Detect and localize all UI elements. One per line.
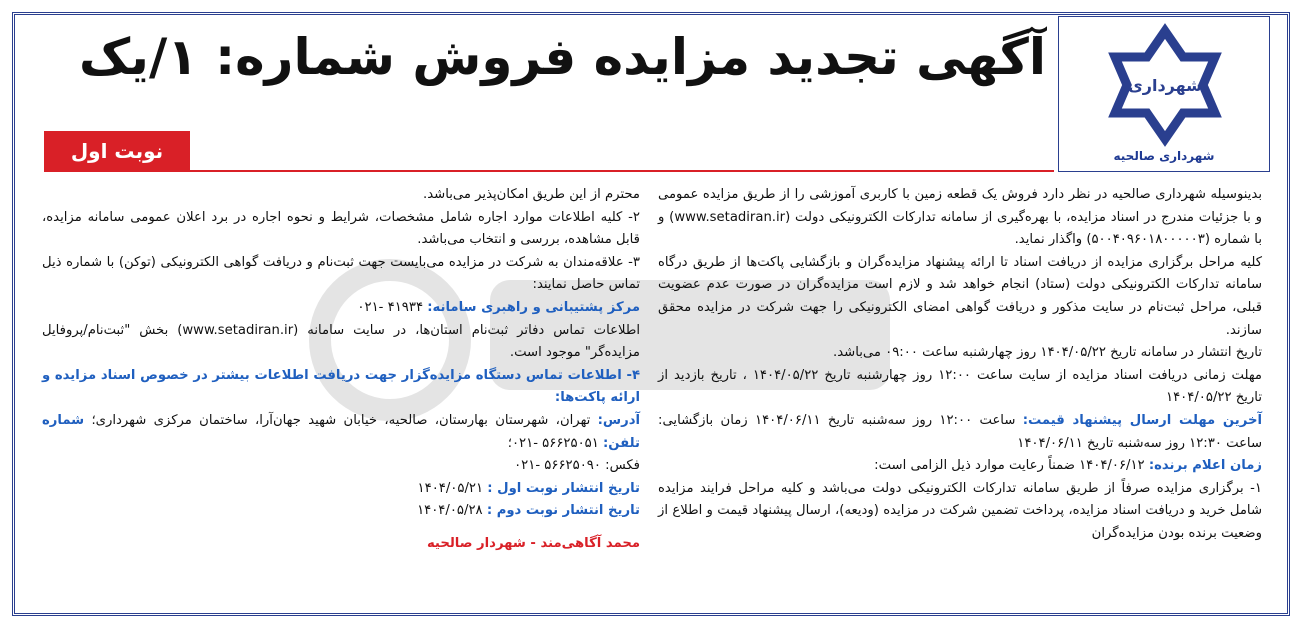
intro-paragraph: بدینوسیله شهرداری صالحیه در نظر دارد فروش یک قطعه زمین با کاربری آموزشی را از طریق مزایده عمومی و با جزئیات مندرج در اسناد مزایده، با بهره‌گیری از سامانه تدارکات الکترونیکی دولت (www.setadiran.ir) و با شماره (۵۰۰۴۰۹۶۰۱۸۰۰۰۰۰۳) واگذار نماید. xyxy=(658,187,1262,248)
support-label: مرکز پشتیبانی و راهبری سامانه: xyxy=(427,299,640,315)
star-emblem-icon xyxy=(1095,23,1235,147)
signature: محمد آگاهی‌مند - شهردار صالحیه xyxy=(426,535,640,551)
page-title: آگهی تجدید مزایده فروش شماره: ۱/یک xyxy=(78,28,1046,86)
condition-1: ۱- برگزاری مزایده صرفاً از طریق سامانه تدارکات الکترونیکی دولت می‌باشد و کلیه مراحل فرایند مزایده شامل خرید و دریافت اسناد مزایده، پرداخت تضمین شرکت در مزایده (ودیعه)، ارسال پیشنهاد قیمت و اطلاع از وضعیت برنده بودن مزایده‌گران xyxy=(658,480,1262,541)
phone-label: شماره تلفن: xyxy=(42,412,640,451)
publish-second-label: تاریخ انتشار نوبت دوم : xyxy=(486,503,640,519)
right-column xyxy=(658,184,1262,546)
winner-announcement xyxy=(658,455,1262,478)
support-center xyxy=(42,297,640,320)
bid-deadline-label: آخرین مهلت ارسال پیشنهاد قیمت: xyxy=(1022,412,1262,428)
address-text: تهران، شهرستان بهارستان، صالحیه، خیابان شهید جهان‌آرا، ساختمان مرکزی شهرداری؛ xyxy=(84,412,598,428)
publish-date-line: تاریخ انتشار در سامانه تاریخ ۱۴۰۴/۰۵/۲۲ روز چهارشنبه ساعت ۰۹:۰۰ می‌باشد. xyxy=(833,345,1262,361)
condition-3: ۳- علاقه‌مندان به شرکت در مزایده می‌بایست جهت ثبت‌نام و دریافت گواهی الکترونیکی (توکن) با شماره ذیل تماس حاصل نمایند: xyxy=(42,254,640,293)
condition-2: ۲- کلیه اطلاعات موارد اجاره شامل مشخصات، شرایط و نحوه اجاره در برد اعلان عمومی سامانه مزایده، قابل مشاهده، بررسی و انتخاب می‌باشد. xyxy=(42,209,640,248)
municipality-logo xyxy=(1058,16,1270,172)
address-label: آدرس: xyxy=(597,412,640,428)
process-paragraph: کلیه مراحل برگزاری مزایده از دریافت اسناد تا ارائه پیشنهاد مزایده‌گران و بازگشایی پاکت‌ها از طریق درگاه سامانه تدارکات الکترونیکی دولت (ستاد) انجام خواهد شد و لازم است مزایده‌گران در صورت عدم عضویت قبلی، مراحل ثبت‌نام در سایت مذکور و دریافت گواهی امضای الکترونیکی را جهت شرکت در مزایده محقق سازند. xyxy=(658,254,1262,338)
address-line xyxy=(42,410,640,455)
publish-second-date: ۱۴۰۴/۰۵/۲۸ xyxy=(417,503,487,519)
left-column xyxy=(42,184,640,556)
fax-line: فکس: ۵۶۶۲۵۰۹۰ -۰۲۱ xyxy=(514,458,640,474)
publish-first-date: ۱۴۰۴/۰۵/۲۱ xyxy=(417,480,488,496)
condition-1-tail: محترم از این طریق امکان‌پذیر می‌باشد. xyxy=(423,187,640,202)
publish-first-label: تاریخ انتشار نوبت اول : xyxy=(487,480,640,496)
bid-deadline xyxy=(658,410,1262,455)
support-phone: ۴۱۹۳۴ -۰۲۱ xyxy=(357,299,428,315)
publish-second xyxy=(42,500,640,523)
round-badge: نوبت اول xyxy=(44,131,190,171)
logo-caption: شهرداری صالحیه xyxy=(1113,149,1215,163)
bid-deadline-text: ساعت ۱۲:۰۰ روز سه‌شنبه تاریخ ۱۴۰۴/۰۶/۱۱ زمان بازگشایی: ساعت ۱۲:۳۰ روز سه‌شنبه تاریخ ۱۴۰۴/۰۶/۱۱ xyxy=(658,412,1262,451)
document-deadline: مهلت زمانی دریافت اسناد مزایده از سایت ساعت ۱۲:۰۰ روز چهارشنبه تاریخ ۱۴۰۴/۰۵/۲۲ ، تاریخ بازدید از تاریخ ۱۴۰۴/۰۵/۲۲ xyxy=(658,367,1262,406)
winner-text: ۱۴۰۴/۰۶/۱۲ ضمناً رعایت موارد ذیل الزامی است: xyxy=(874,458,1149,474)
registry-info: اطلاعات تماس دفاتر ثبت‌نام استان‌ها، در سایت سامانه (www.setadiran.ir) بخش "ثبت‌نام/پروفایل مزایده‌گر" موجود است. xyxy=(42,322,640,361)
phone-text: ۵۶۶۲۵۰۵۱ -۰۲۱؛ xyxy=(507,435,604,451)
badge-underline xyxy=(44,170,1054,172)
emblem-text: شهرداری xyxy=(1128,76,1202,95)
contact-heading: ۴- اطلاعات تماس دستگاه مزایده‌گزار جهت دریافت اطلاعات بیشتر در خصوص اسناد مزایده و ارائه پاکت‌ها: xyxy=(42,367,640,406)
publish-first xyxy=(42,478,640,501)
winner-label: زمان اعلام برنده: xyxy=(1148,458,1262,474)
